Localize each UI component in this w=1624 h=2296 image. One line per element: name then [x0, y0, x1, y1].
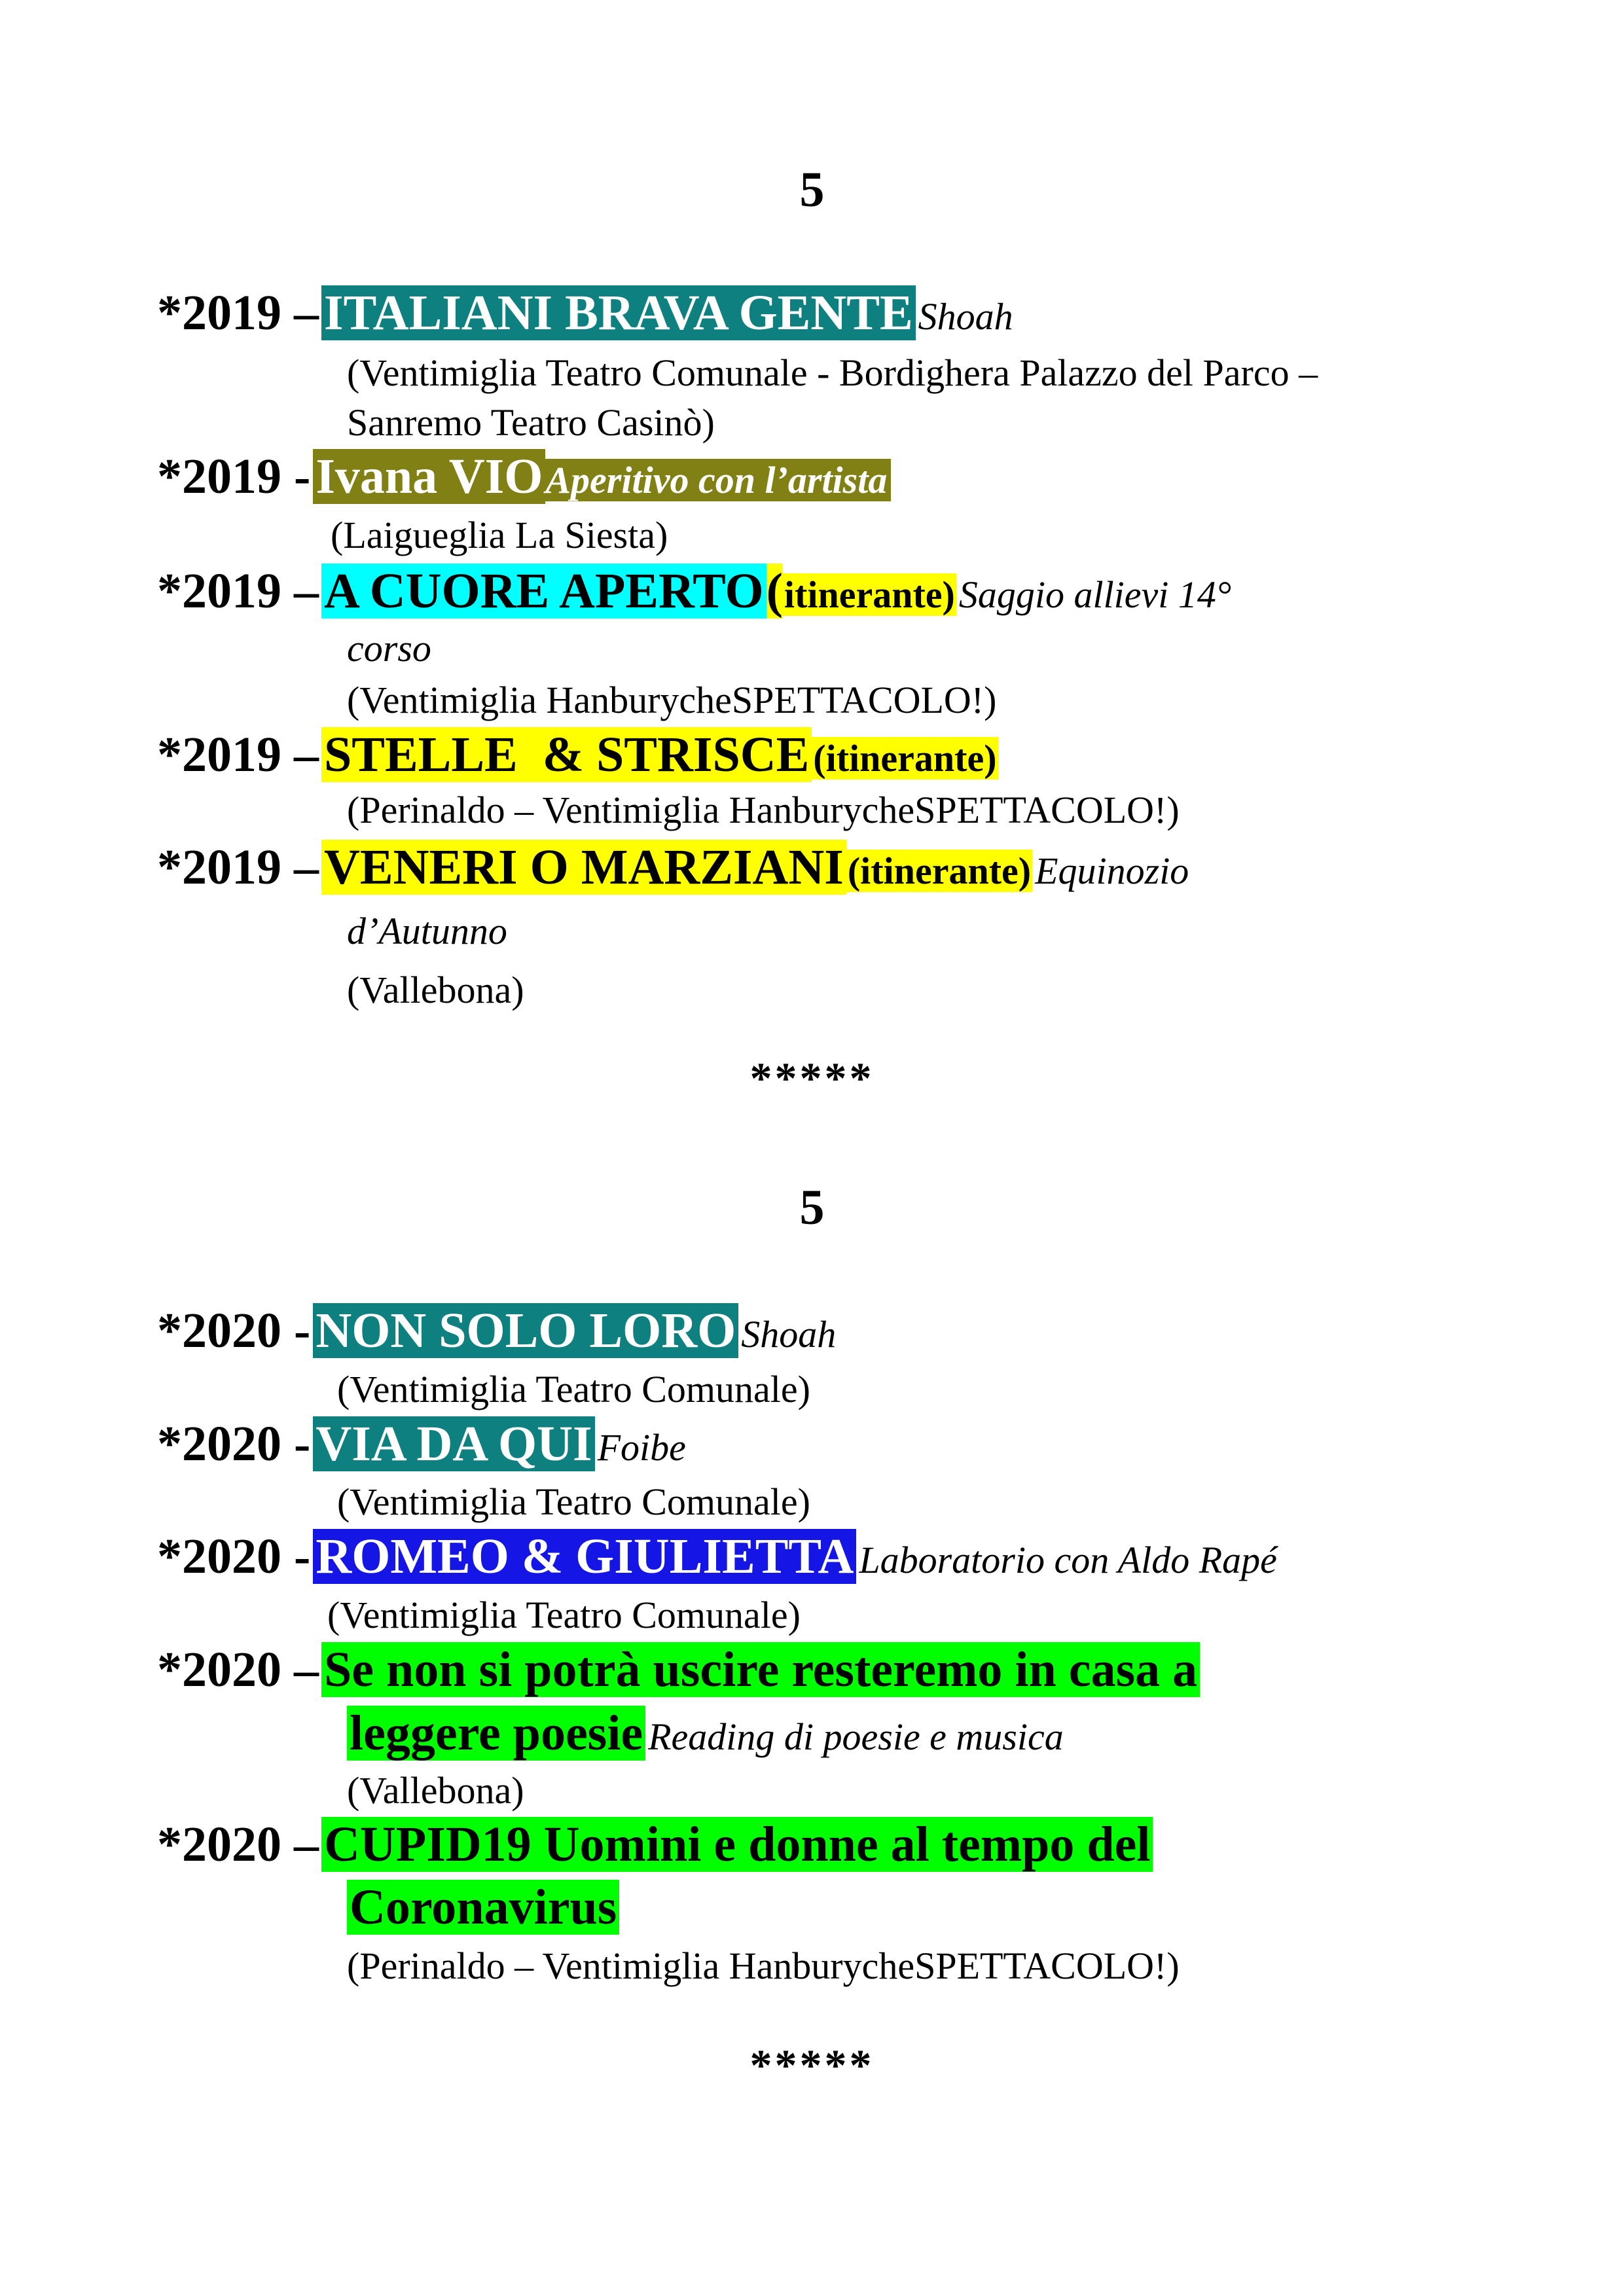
separator: ***** [749, 1053, 875, 1103]
entry-subtitle: Shoah [918, 295, 1013, 338]
section-number: 5 [799, 1180, 825, 1235]
entry-venue: (Vallebona) [347, 1769, 524, 1812]
entry-year: *2019 - [157, 449, 311, 504]
section-number: 5 [799, 162, 825, 217]
entry-title: Se non si potrà uscire resteremo in casa a [321, 1642, 1200, 1697]
entry-row [157, 1299, 836, 1366]
entry-venue: (Laigueglia La Siesta) [331, 514, 668, 556]
entry-year: *2020 - [157, 1416, 311, 1471]
entry-subtitle: Shoah [741, 1313, 837, 1355]
entry-title: VIA DA QUI [313, 1416, 594, 1471]
entry-title: VENERI O MARZIANI [321, 840, 846, 895]
entry-venue: (Ventimiglia Teatro Comunale) [337, 1368, 810, 1410]
entry-year: *2020 - [157, 1303, 311, 1358]
entry-title-cont: leggere poesie [347, 1706, 645, 1761]
entry-row [157, 445, 891, 512]
entry-venue: Sanremo Teatro Casinò) [347, 401, 715, 444]
entry-row [157, 1412, 686, 1479]
entry-title: CUPID19 Uomini e donne al tempo del [321, 1817, 1153, 1872]
entry-title: ITALIANI BRAVA GENTE [321, 285, 916, 340]
entry-subtitle-cont: corso [347, 627, 431, 670]
entry-row [157, 560, 1231, 626]
entry-title: STELLE & STRISCE [321, 727, 812, 782]
entry-row [157, 836, 1189, 903]
entry-subtitle-cont: d’Autunno [347, 910, 507, 952]
entry-title: Ivana VIO [313, 449, 545, 504]
entry-year: *2020 – [157, 1817, 319, 1872]
entry-tag: itinerante) [784, 573, 955, 616]
entry-year: *2019 – [157, 840, 319, 895]
entry-subtitle: Aperitivo con l’artista [545, 459, 891, 501]
entry-title: ROMEO & GIULIETTA [313, 1529, 856, 1584]
entry-year: *2020 – [157, 1642, 319, 1697]
entry-subtitle: Equinozio [1035, 850, 1189, 892]
entry-row [157, 1638, 1200, 1701]
entry-subtitle: Laboratorio con Aldo Rapé [859, 1539, 1277, 1581]
entry-year: *2019 – [157, 727, 319, 782]
entry-subtitle: Reading di poesie e musica [648, 1715, 1064, 1758]
entry-title: A CUORE APERTO [321, 564, 767, 619]
entry-row-cont [347, 1876, 619, 1939]
entry-subtitle: Saggio allievi 14° [958, 573, 1232, 616]
entry-venue: (Vallebona) [347, 969, 524, 1011]
entry-venue: (Ventimiglia Teatro Comunale) [337, 1480, 810, 1523]
entry-venue: (Perinaldo – Ventimiglia HanburycheSPETTACOLO!) [347, 1945, 1180, 1987]
entry-subtitle: Foibe [597, 1426, 686, 1469]
entry-row-cont [347, 1702, 1064, 1768]
entry-row [157, 1525, 1277, 1592]
entry-row [157, 281, 1013, 348]
separator: ***** [749, 2040, 875, 2090]
entry-year: *2019 – [157, 285, 319, 340]
entry-title: NON SOLO LORO [313, 1303, 738, 1358]
entry-tag-paren: ( [766, 564, 783, 619]
entry-venue: (Ventimiglia Teatro Comunale) [327, 1594, 801, 1636]
entry-tag: (itinerante) [813, 737, 997, 780]
entry-row [157, 723, 998, 790]
entry-venue: (Perinaldo – Ventimiglia HanburycheSPETTACOLO!) [347, 789, 1180, 831]
entry-venue: (Ventimiglia HanburycheSPETTACOLO!) [347, 679, 997, 721]
entry-title-cont: Coronavirus [347, 1880, 619, 1935]
entry-year: *2019 – [157, 564, 319, 619]
entry-venue: (Ventimiglia Teatro Comunale - Bordighera Palazzo del Parco – [347, 351, 1318, 394]
entry-tag: (itinerante) [847, 850, 1032, 892]
entry-row [157, 1813, 1153, 1876]
entry-year: *2020 - [157, 1529, 311, 1584]
